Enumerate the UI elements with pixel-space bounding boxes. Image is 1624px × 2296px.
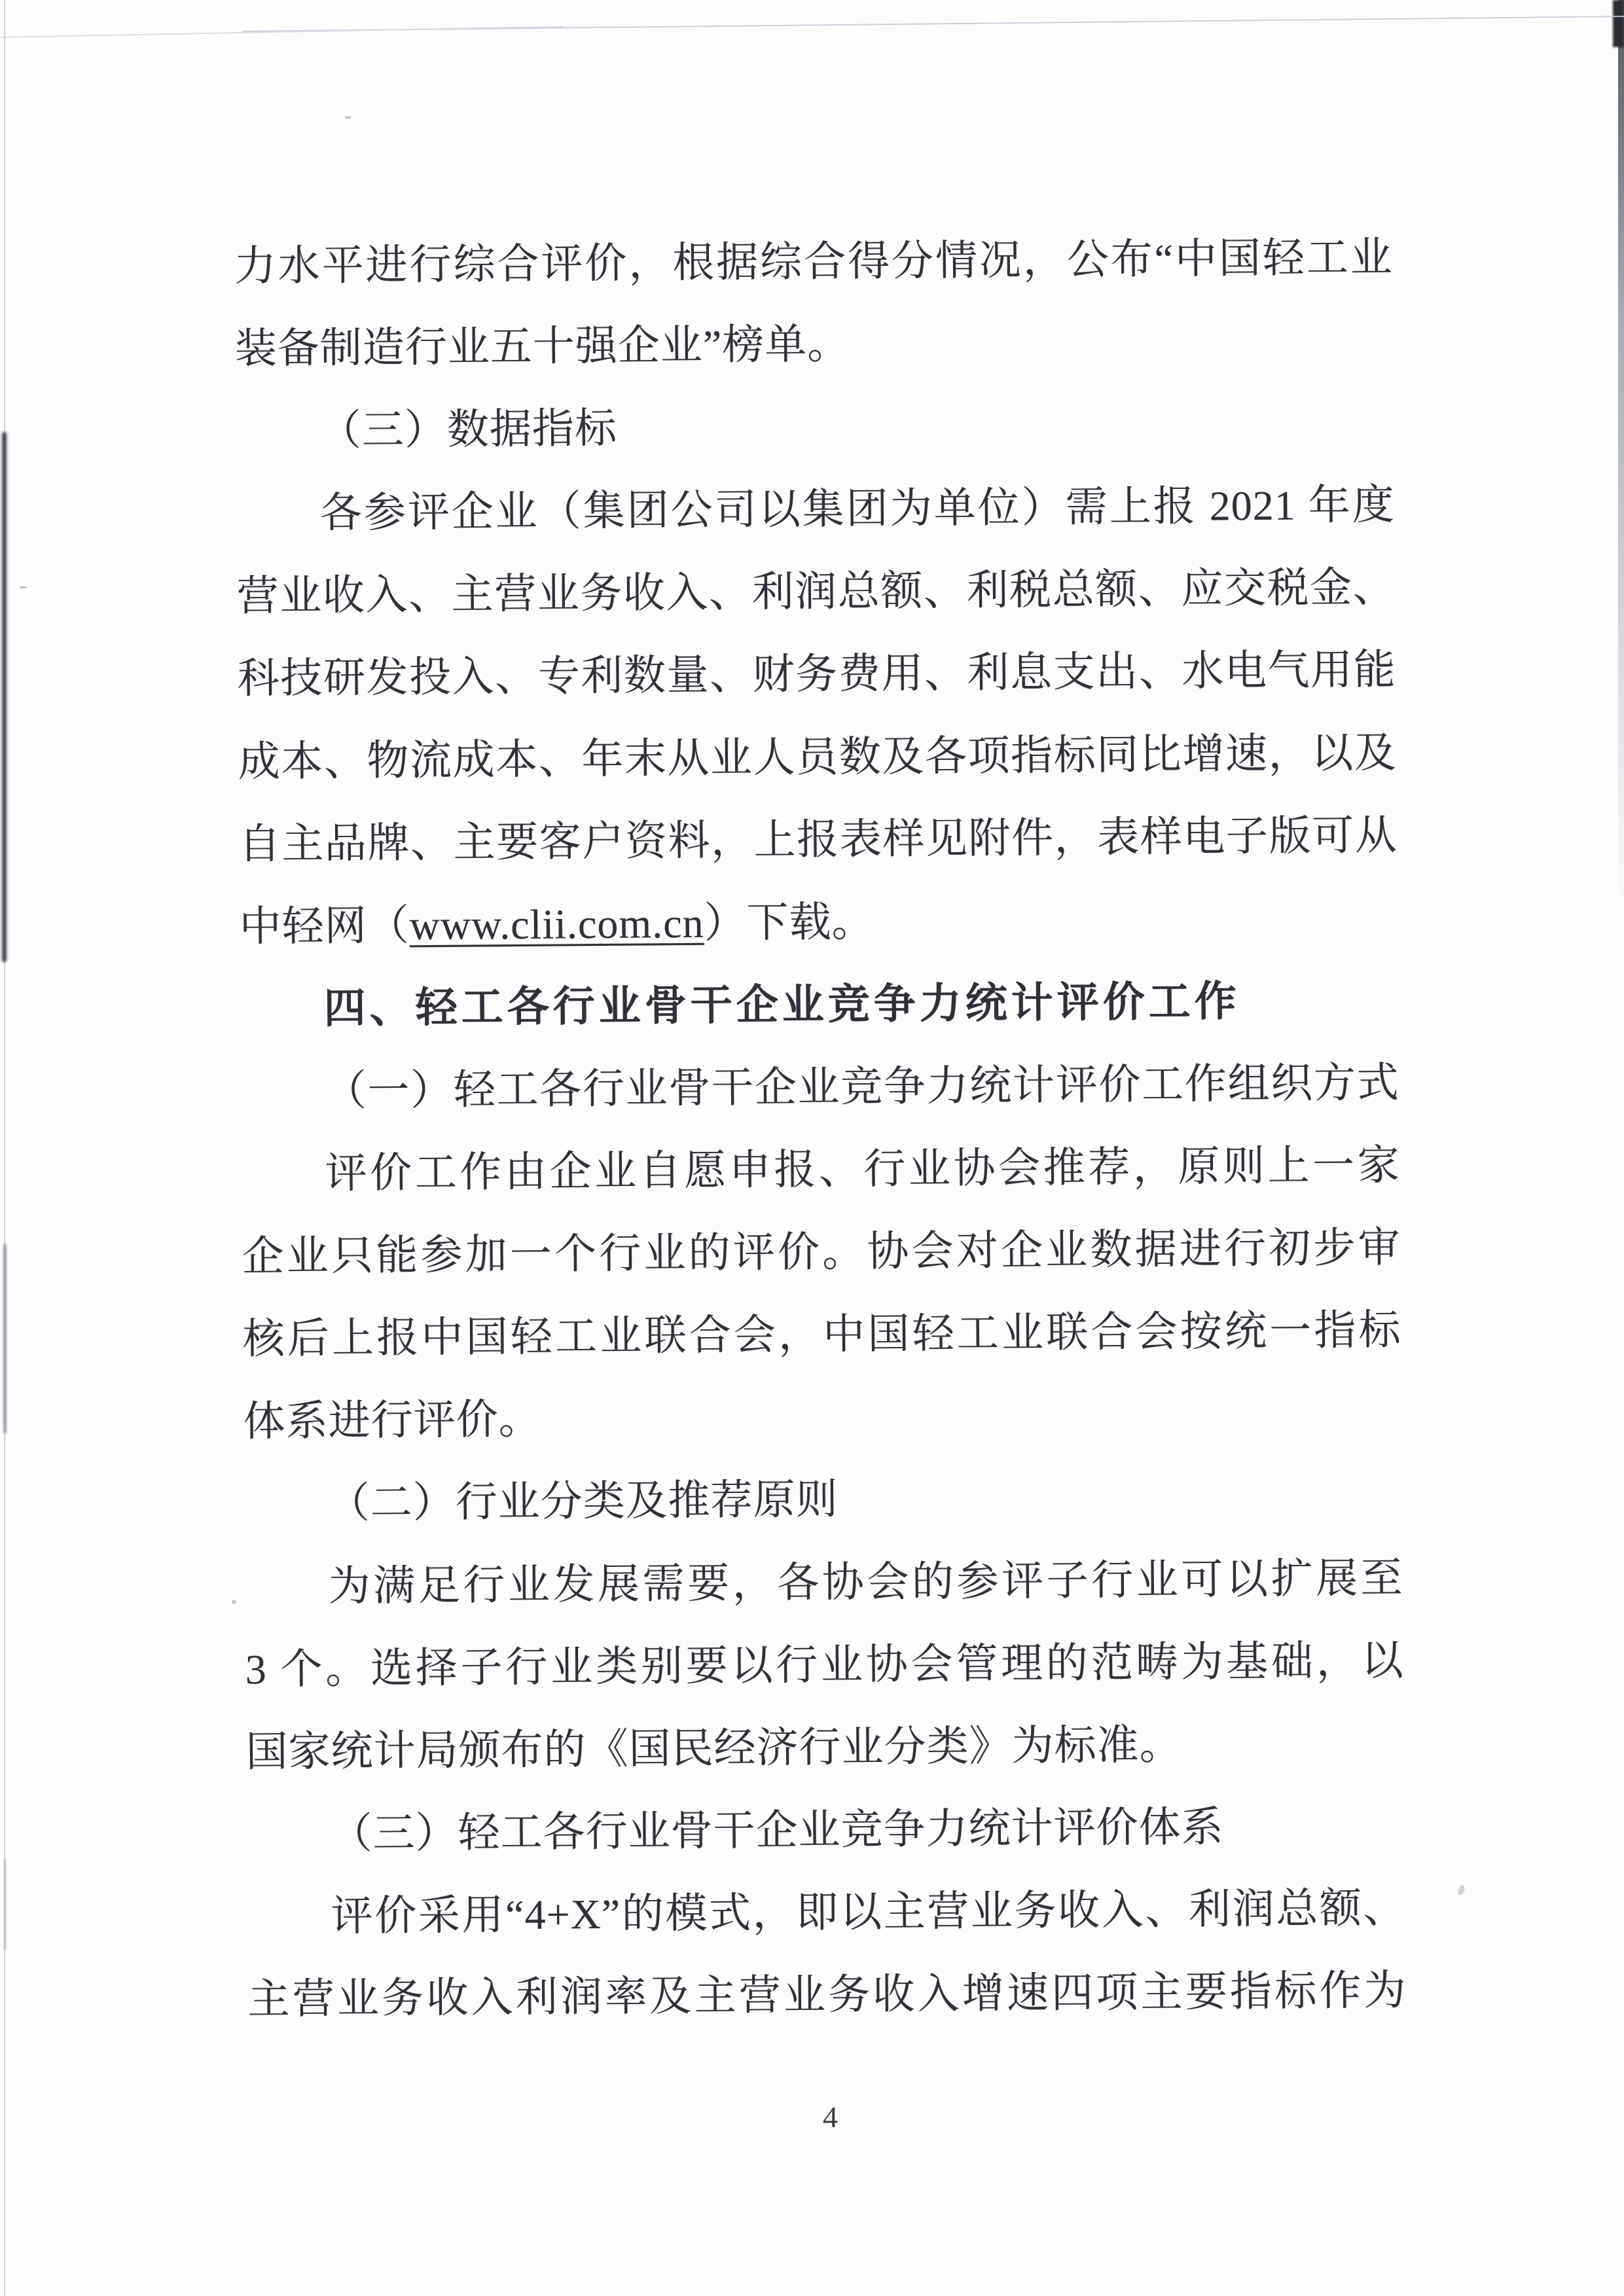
sub-heading: （三）轻工各行业骨干企业竞争力统计评价体系 [330, 1803, 1224, 1857]
scan-artifact-speck [232, 1600, 236, 1604]
text-line: 为满足行业发展需要，各协会的参评子行业可以扩展至 [328, 1554, 1403, 1609]
scan-artifact-corner-mark [1613, 0, 1624, 47]
sub-heading: （一）轻工各行业骨干企业竞争力统计评价工作组织方式 [324, 1059, 1399, 1115]
text-line: 装备制造行业五十强企业”榜单。 [234, 321, 850, 372]
text-line: 营业收入、主营业务收入、利润总额、利税总额、应交税金、 [236, 564, 1396, 620]
text-line: 评价采用“4+X”的模式，即以主营业务收入、利润总额、 [331, 1884, 1406, 1940]
scan-artifact-left-band [3, 1244, 7, 1433]
text-segment: ）下载。 [704, 898, 875, 946]
text-line: 核后上报中国轻工业联合会，中国轻工业联合会按统一指标 [242, 1306, 1401, 1363]
sub-heading: （三）数据指标 [319, 404, 618, 454]
text-line: 自主品牌、主要客户资料，上报表样见附件，表样电子版可从 [238, 812, 1398, 868]
text-line: 3 个。选择子行业类别要以行业协会管理的范畴为基础，以 [245, 1637, 1404, 1693]
scan-artifact-top-line [242, 16, 1624, 32]
text-line [239, 876, 1398, 968]
scan-artifact-left-band [2, 432, 7, 962]
scan-artifact-left-line [4, 0, 5, 2296]
sub-heading: （二）行业分类及推荐原则 [327, 1476, 839, 1527]
page-number: 4 [823, 2100, 839, 2134]
scan-artifact-speck [1457, 1884, 1466, 1896]
text-line: 国家统计局颁布的《国民经济行业分类》为标准。 [245, 1721, 1182, 1775]
text-line: 体系进行评价。 [243, 1396, 541, 1445]
scan-artifact-speck [345, 117, 351, 118]
clii-url: www.clii.com.cn [409, 899, 704, 949]
text-line: 力水平进行综合评价，根据综合得分情况，公布“中国轻工业 [234, 234, 1394, 290]
text-line: 主营业务收入利润率及主营业务收入增速四项主要指标作为 [247, 1967, 1407, 2023]
section-heading: 四、轻工各行业骨干企业竞争力统计评价工作 [323, 978, 1240, 1032]
text-line: 科技研发投入、专利数量、财务费用、利息支出、水电气用能 [237, 646, 1396, 702]
scan-artifact-speck [20, 586, 27, 588]
text-line: 企业只能参加一个行业的评价。协会对企业数据进行初步审 [242, 1224, 1401, 1280]
text-segment: 中轻网（ [239, 902, 410, 950]
text-block [234, 216, 1407, 2041]
scan-artifact-right-strip [1618, 0, 1624, 916]
text-line: 成本、物流成本、年末从业人员数及各项指标同比增速，以及 [238, 729, 1397, 785]
scan-artifact-top-line [0, 26, 563, 38]
scan-artifact-left-band [4, 1859, 6, 1950]
text-line: 评价工作由企业自愿申报、行业协会推荐，原则上一家 [325, 1141, 1400, 1197]
text-line: 各参评企业（集团公司以集团为单位）需上报 2021 年度 [319, 481, 1396, 537]
